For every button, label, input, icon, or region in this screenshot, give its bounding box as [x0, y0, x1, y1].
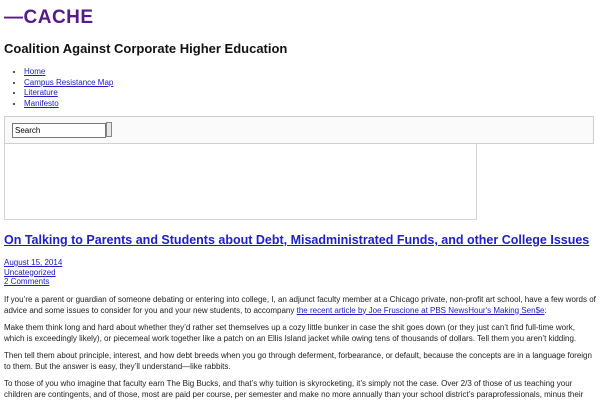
main-nav: [6, 67, 113, 109]
search-submit-button[interactable]: [106, 122, 112, 137]
nav-link-literature[interactable]: Literature: [24, 88, 58, 97]
paragraph-2: Make them think long and hard about whether they’d rather set themselves up a cozy little bunker in case the shit goes down (or they just can’t find full-time work, which is exceedingly likely), or piecemeal work together like a patch on an Ellis Island jacket while owing tens of thousands of dollars. Tell them you aren’t kidding.: [4, 323, 577, 343]
article-link[interactable]: the recent article by Joe Fruscione at PBS NewsHour's Making Sen$e: [296, 305, 545, 315]
nav-link-manifesto[interactable]: Manifesto: [24, 98, 59, 108]
search-input[interactable]: [12, 123, 106, 138]
post-date-link[interactable]: August 15, 2014: [4, 258, 63, 267]
nav-link-home[interactable]: Home: [24, 67, 46, 76]
site-description: Coalition Against Corporate Higher Education: [4, 41, 288, 56]
nav-item-literature: [24, 88, 113, 99]
paragraph-1-end: :: [544, 305, 547, 315]
nav-item-campus-resistance-map: [24, 78, 113, 89]
post-category-link[interactable]: Uncategorized: [4, 267, 56, 277]
paragraph-1: [4, 295, 596, 316]
nav-link-campus-resistance-map[interactable]: Campus Resistance Map: [24, 77, 114, 87]
post-meta: [4, 258, 62, 287]
post-title[interactable]: On Talking to Parents and Students about Debt, Misadministrated Funds, and other College Issues: [4, 233, 590, 247]
search-bar: [4, 116, 594, 144]
header-image: [4, 144, 477, 220]
post-content: [4, 295, 596, 407]
paragraph-3: Then tell them about principle, interest, and how debt breeds when you go through deferment, forbearance, or default, because the concepts are in a language foreign to them. But the answer is easy, they’ll understand—like rabbits.: [4, 351, 592, 371]
nav-item-manifesto: [24, 99, 113, 110]
paragraph-1-text: If you’re a parent or guardian of someone debating or entering into college, I, an adjunct faculty member at a Chicago private, non-profit art school, have a few words of advice and some issues to consider for you and your new students, to accompany: [4, 295, 596, 315]
paragraph-4: To those of you who imagine that faculty earn The Big Bucks, and that’s why tuition is skyrocketing, it’s simply not the case. Over 2/3 of those of us teaching your children are contingents, and of those, most are paid per course, per semester and make no more annually than your school district’s paraprofessionals, minus their: [4, 379, 584, 399]
site-title[interactable]: —CACHE: [4, 7, 94, 28]
nav-item-home: [24, 67, 113, 78]
post-comments-link[interactable]: 2 Comments: [4, 277, 50, 286]
